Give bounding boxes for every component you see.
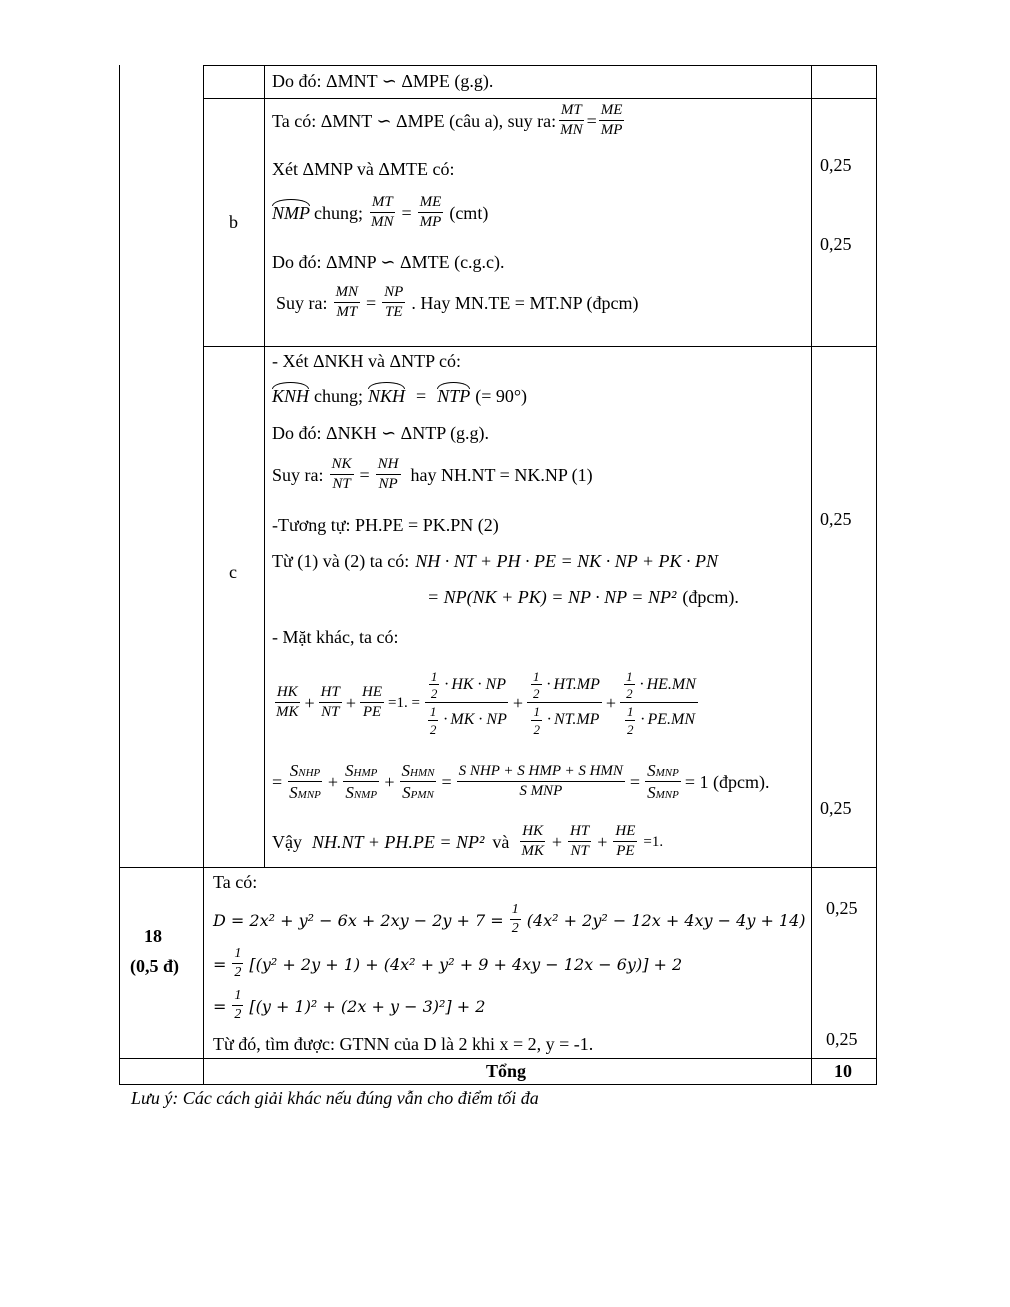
part-c-line-9: $\frac{HK}{MK}$ + $\frac{HT}{NT}$ + $\frac{HE}{PE}$ =1. = $\frac{1}{2}$ · HK · NP $\frac{1}{2}$ · MK · NP + $\frac{1}{2}$ · HT.MP $\frac{1}{2}$ · NT.MP + $\frac{1}{2}$ · HE.MN $\frac{1}{2}$ · PE.MN bbox=[276, 668, 696, 737]
q18-line-3-eq: = bbox=[213, 954, 227, 974]
part-b-line-5-pre: Suy ra: bbox=[276, 292, 328, 313]
question-18-points: (0,5 đ) bbox=[130, 956, 179, 976]
q18-line-1: Ta có: bbox=[213, 872, 258, 892]
part-b-label: b bbox=[229, 212, 238, 232]
big-fraction-2: $\frac{1}{2}$ · HT.MP $\frac{1}{2}$ · NT.MP bbox=[527, 670, 602, 737]
fraction-hk-mk: $\frac{HK}{MK}$ bbox=[276, 684, 299, 720]
footnote: Lưu ý: Các cách giải khác nếu đúng vẫn cho điểm tối đa bbox=[131, 1088, 539, 1108]
part-c-line-8: - Mặt khác, ta có: bbox=[272, 627, 399, 647]
total-value: 10 bbox=[834, 1061, 852, 1081]
part-b-line-1: Ta có: ΔMNT ∽ ΔMPE (câu a), suy ra: $\frac{MT}{MN}$ = $\frac{ME}{MP}$ bbox=[272, 102, 623, 138]
q18-score-2: 0,25 bbox=[826, 1029, 858, 1049]
angle-knh: KNH bbox=[272, 385, 310, 406]
big-fraction-1: $\frac{1}{2}$ · HK · NP $\frac{1}{2}$ · MK · NP bbox=[424, 670, 509, 737]
part-c-line-11-post: =1. bbox=[643, 833, 664, 850]
part-c-line-6-eq: NH · NT + PH · PE = NK · NP + PK · PN bbox=[415, 551, 719, 571]
angle-nkh: NKH bbox=[368, 385, 406, 406]
q18-line-2-rhs: (4x² + 2y² − 12x + 4xy − 4y + 14) bbox=[526, 910, 806, 930]
question-18-number: 18 bbox=[144, 926, 162, 946]
part-b-line-3-post: (cmt) bbox=[449, 202, 489, 223]
fraction-one-half-3: $\frac{1}{2}$ bbox=[234, 988, 242, 1022]
fraction-ht-nt-2: $\frac{HT}{NT}$ bbox=[570, 823, 590, 859]
part-c-line-11-mid: và bbox=[492, 831, 510, 852]
fraction-me-mp-2: $\frac{ME}{MP}$ bbox=[419, 194, 442, 230]
part-c-line-6-pre: Từ (1) và (2) ta có: bbox=[272, 551, 410, 571]
fraction-ht-nt: $\frac{HT}{NT}$ bbox=[320, 684, 340, 720]
angle-ntp: NTP bbox=[437, 385, 471, 406]
part-b-line-2: Xét ΔMNP và ΔMTE có: bbox=[272, 159, 455, 179]
fraction-me-mp: $\frac{ME}{MP}$ bbox=[600, 102, 623, 138]
part-c-line-2-chung: chung; bbox=[314, 385, 364, 406]
area-fraction-1: $\frac{\text{SNHP}}{\text{SMNP}}$ bbox=[289, 761, 321, 802]
fraction-nh-np: $\frac{NH}{NP}$ bbox=[377, 456, 399, 492]
angle-nmp: NMP bbox=[272, 202, 310, 223]
q18-line-3-expr: [(y² + 2y + 1) + (4x² + y² + 9 + 4xy − 12x − 6y)] + 2 bbox=[249, 954, 683, 974]
fraction-one-half: $\frac{1}{2}$ bbox=[511, 902, 519, 936]
part-b-line-4: Do đó: ΔMNP ∽ ΔMTE (c.g.c). bbox=[272, 252, 505, 272]
part-c-line-2-deg: (= 90°) bbox=[475, 385, 528, 406]
part-c-score-2: 0,25 bbox=[820, 798, 852, 818]
part-c-label: c bbox=[229, 562, 237, 582]
part-c-line-10: = $\frac{\text{SNHP}}{\text{SMNP}}$ + $\frac{\text{SHMP}}{\text{SNMP}}$ + $\frac{\text{SHMN}}{\text{SPMN}}$ = $\frac{\text{S NHP + S HMP + S HMN}}{\text{S MNP}}$ = $\frac{\text{SMNP}}{\text{SMNP}}$ = 1 (đpcm). bbox=[272, 761, 770, 802]
big-fraction-3: $\frac{1}{2}$ · HE.MN $\frac{1}{2}$ · PE.MN bbox=[620, 670, 698, 737]
fraction-mt-mn: $\frac{MT}{MN}$ bbox=[560, 102, 583, 138]
part-c-line-2-eq: = bbox=[416, 385, 427, 406]
part-b-line-3-mid: chung; bbox=[314, 202, 363, 223]
part-b-score-1: 0,25 bbox=[820, 155, 852, 175]
fraction-hk-mk-2: $\frac{HK}{MK}$ bbox=[521, 823, 544, 859]
fraction-mn-mt: $\frac{MN}{MT}$ bbox=[335, 284, 358, 320]
part-c-line-7 bbox=[427, 587, 739, 608]
fraction-nk-nt: $\frac{NK}{NT}$ bbox=[331, 456, 352, 492]
part-b-line-5: Suy ra: $\frac{MN}{MT}$ = $\frac{NP}{TE}$ . Hay MN.TE = MT.NP (đpcm) bbox=[276, 284, 639, 320]
row-a-conclusion: Do đó: ΔMNT ∽ ΔMPE (g.g). bbox=[272, 71, 494, 91]
part-c-line-4-pre: Suy ra: bbox=[272, 464, 324, 485]
area-fraction-2: $\frac{\text{SHMP}}{\text{SNMP}}$ bbox=[345, 761, 378, 802]
part-b-line-5-post: . Hay MN.TE = MT.NP (đpcm) bbox=[411, 292, 639, 313]
fraction-he-pe: $\frac{HE}{PE}$ bbox=[362, 684, 382, 720]
q18-score-1: 0,25 bbox=[826, 898, 858, 918]
part-b-score-2: 0,25 bbox=[820, 234, 852, 254]
part-c-line-9-mid: =1. = bbox=[388, 694, 420, 711]
q18-line-3 bbox=[213, 942, 682, 986]
part-c-line-1: - Xét ΔNKH và ΔNTP có: bbox=[272, 351, 461, 371]
fraction-he-pe-2: $\frac{HE}{PE}$ bbox=[615, 823, 636, 859]
part-c-line-5: -Tương tự: PH.PE = PK.PN (2) bbox=[272, 515, 499, 535]
part-c-line-7-eq: = NP(NK + PK) = NP · NP = NP² bbox=[427, 587, 677, 607]
part-c-line-7-post: (đpcm). bbox=[682, 587, 739, 607]
fraction-np-te: $\frac{NP}{TE}$ bbox=[384, 284, 404, 320]
q18-line-4-eq: = bbox=[213, 996, 227, 1016]
part-c-line-4-post: hay NH.NT = NK.NP (1) bbox=[410, 464, 593, 485]
part-c-line-6 bbox=[272, 551, 718, 572]
part-c-line-2 bbox=[272, 384, 527, 408]
q18-line-2 bbox=[213, 898, 806, 942]
area-sum-fraction: $\frac{\text{S NHP + S HMP + S HMN}}{\text{S MNP}}$ bbox=[458, 763, 623, 799]
q18-line-4 bbox=[213, 984, 485, 1028]
fraction-one-half-2: $\frac{1}{2}$ bbox=[234, 946, 242, 980]
part-b-line-1-text: Ta có: ΔMNT ∽ ΔMPE (câu a), suy ra: bbox=[272, 110, 557, 131]
part-c-line-11: Vậy NH.NT + PH.PE = NP² và $\frac{HK}{MK}$ + $\frac{HT}{NT}$ + $\frac{HE}{PE}$ =1. bbox=[272, 823, 664, 859]
q18-line-2-lhs: D = 2x² + y² − 6x + 2xy − 2y + 7 = bbox=[213, 910, 504, 930]
area-fraction-3: $\frac{\text{SHMN}}{\text{SPMN}}$ bbox=[401, 761, 435, 802]
part-c-line-10-post: = 1 (đpcm). bbox=[684, 771, 770, 792]
total-label: Tổng bbox=[486, 1061, 527, 1081]
q18-line-5: Từ đó, tìm được: GTNN của D là 2 khi x = 2, y = -1. bbox=[213, 1034, 594, 1054]
part-c-line-3: Do đó: ΔNKH ∽ ΔNTP (g.g). bbox=[272, 423, 490, 443]
part-b-line-3: NMP chung; $\frac{MT}{MN}$ = $\frac{ME}{MP}$ (cmt) bbox=[272, 194, 489, 230]
part-c-score-1: 0,25 bbox=[820, 509, 852, 529]
fraction-mt-mn-2: $\frac{MT}{MN}$ bbox=[371, 194, 394, 230]
q18-line-4-expr: [(y + 1)² + (2x + y − 3)²] + 2 bbox=[249, 996, 486, 1016]
part-c-line-11-pre: Vậy bbox=[272, 831, 302, 852]
part-c-line-11-eq: NH.NT + PH.PE = NP² bbox=[312, 831, 485, 852]
area-fraction-final: $\frac{\text{SMNP}}{\text{SMNP}}$ bbox=[647, 761, 679, 802]
part-c-line-4: Suy ra: $\frac{NK}{NT}$ = $\frac{NH}{NP}$ hay NH.NT = NK.NP (1) bbox=[272, 456, 593, 492]
